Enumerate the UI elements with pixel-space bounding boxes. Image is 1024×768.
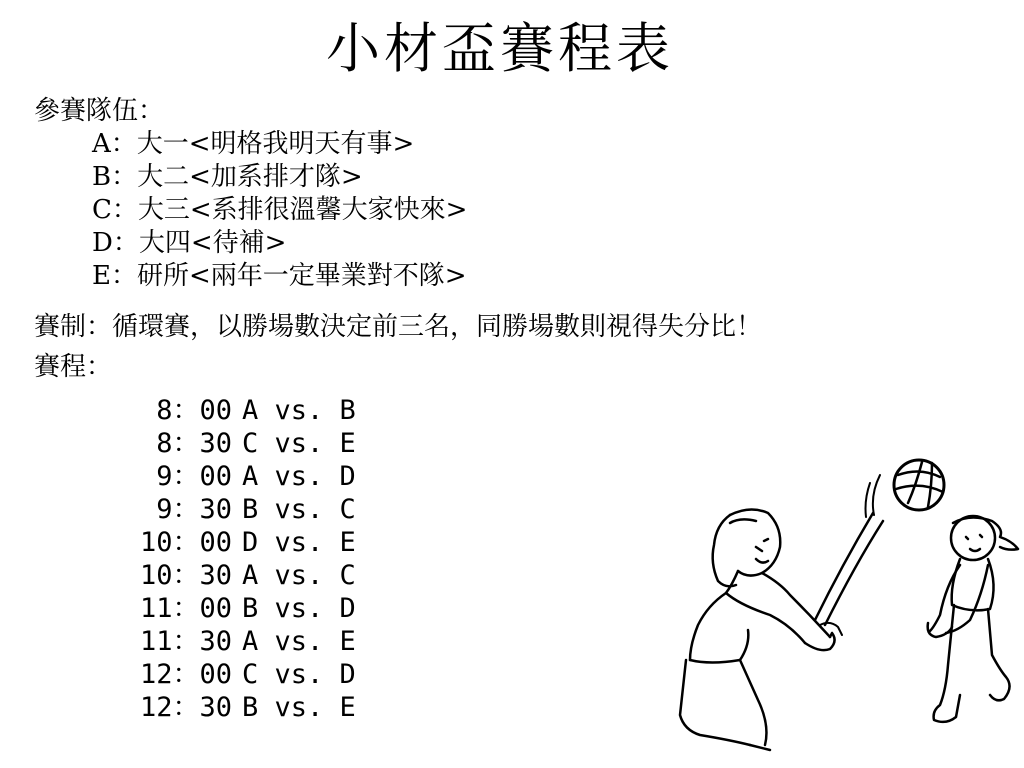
- teams-label: 參賽隊伍：: [34, 96, 165, 126]
- tournament-format: 賽制：循環賽，以勝場數決定前三名，同勝場數則視得失分比！: [34, 312, 763, 342]
- match-time: 12：30: [139, 692, 232, 723]
- schedule-row: [124, 592, 356, 625]
- schedule-row: [124, 493, 356, 526]
- right-player-figure: [928, 516, 1018, 722]
- team-a: A：大一<明格我明天有事>: [92, 129, 415, 159]
- motion-line-icon: [815, 513, 873, 620]
- match-time: 9：00: [156, 461, 232, 492]
- schedule-row: [124, 691, 356, 724]
- schedule-row: [124, 394, 356, 427]
- match-teams: A vs. B: [242, 395, 356, 426]
- match-time: 8：00: [156, 395, 232, 426]
- left-player-figure: [680, 509, 842, 750]
- schedule-row: [124, 427, 356, 460]
- match-time: 11：30: [139, 626, 232, 657]
- schedule-label: 賽程：: [34, 352, 113, 382]
- team-c: C：大三<系排很溫馨大家快來>: [92, 195, 468, 225]
- page-title: 小材盃賽程表: [326, 17, 674, 80]
- schedule-row: [124, 460, 356, 493]
- match-time: 9：30: [156, 494, 232, 525]
- schedule-row: [124, 625, 356, 658]
- volleyball-players-illustration: [670, 455, 1024, 760]
- schedule-list: [124, 394, 356, 724]
- motion-line-icon: [866, 483, 871, 517]
- match-time: 11：00: [139, 593, 232, 624]
- teams-list: [92, 128, 467, 293]
- match-teams: C vs. D: [242, 659, 356, 690]
- match-teams: B vs. D: [242, 593, 356, 624]
- volleyball-icon: [894, 460, 944, 510]
- team-d: D：大四<待補>: [92, 228, 287, 258]
- match-teams: B vs. C: [242, 494, 356, 525]
- match-teams: C vs. E: [242, 428, 356, 459]
- match-time: 12：00: [139, 659, 232, 690]
- match-teams: A vs. E: [242, 626, 356, 657]
- schedule-row: [124, 559, 356, 592]
- match-teams: A vs. C: [242, 560, 356, 591]
- match-time: 10：00: [139, 527, 232, 558]
- match-teams: A vs. D: [242, 461, 356, 492]
- motion-line-icon: [873, 475, 880, 515]
- match-time: 8：30: [156, 428, 232, 459]
- motion-line-icon: [825, 521, 883, 625]
- schedule-row: [124, 526, 356, 559]
- match-time: 10：30: [139, 560, 232, 591]
- schedule-row: [124, 658, 356, 691]
- match-teams: B vs. E: [242, 692, 356, 723]
- match-teams: D vs. E: [242, 527, 356, 558]
- team-b: B：大二<加系排才隊>: [92, 162, 363, 192]
- team-e: E：研所<兩年一定畢業對不隊>: [92, 261, 467, 291]
